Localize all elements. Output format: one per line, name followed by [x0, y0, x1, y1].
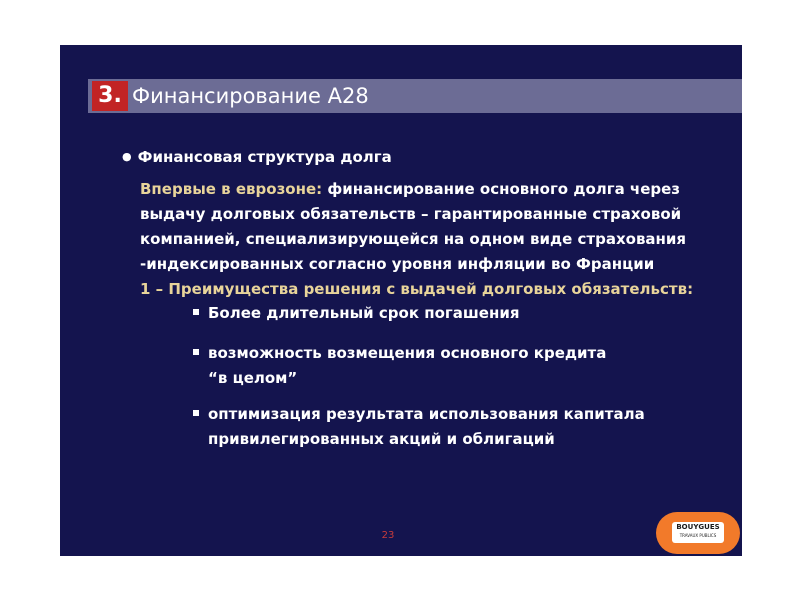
main-bullet: [122, 148, 392, 166]
sub-bullet-text: оптимизация результата использования капитала: [208, 405, 645, 423]
slide-content: [60, 45, 742, 556]
logo-badge: [672, 522, 724, 543]
page-number: 23: [381, 530, 395, 541]
bouygues-logo: [656, 512, 740, 554]
sub-bullet-text: возможность возмещения основного кредита: [208, 344, 607, 362]
paragraph-line: [140, 177, 730, 202]
sub-bullet-text: Более длительный срок погашения: [208, 304, 520, 322]
square-bullet-icon: [193, 349, 199, 355]
paragraph-line-2: выдачу долговых обязательств – гарантированные страховой: [140, 205, 682, 223]
slide-title: Финансирование A28: [132, 84, 369, 108]
logo-subtitle: TRAVAUX PUBLICS: [679, 533, 717, 538]
square-bullet-icon: [193, 309, 199, 315]
slide: [60, 45, 742, 556]
square-bullet-icon: [193, 410, 199, 416]
bullet-dot-icon: ●: [122, 150, 132, 163]
section-number: 3.: [92, 81, 128, 111]
main-bullet-text: Финансовая структура долга: [137, 148, 392, 166]
advantages-heading: 1 – Преимущества решения с выдачей долговых обязательств:: [140, 280, 694, 298]
sub-bullet: [193, 341, 606, 391]
paragraph-line-1: финансирование основного долга через: [322, 180, 681, 198]
logo-name: BOUYGUES: [676, 523, 720, 531]
paragraph-line-4: -индексированных согласно уровня инфляции во Франции: [140, 255, 655, 273]
sub-bullet: [193, 402, 645, 452]
sub-bullet-continuation: привилегированных акций и облигаций: [208, 430, 555, 448]
description-paragraph: [140, 177, 730, 302]
paragraph-line-3: компанией, специализирующейся на одном виде страхования: [140, 230, 687, 248]
paragraph-lead: Впервые в еврозоне:: [140, 180, 323, 198]
sub-bullet: [193, 301, 519, 326]
sub-bullet-continuation: “в целом”: [208, 369, 298, 387]
